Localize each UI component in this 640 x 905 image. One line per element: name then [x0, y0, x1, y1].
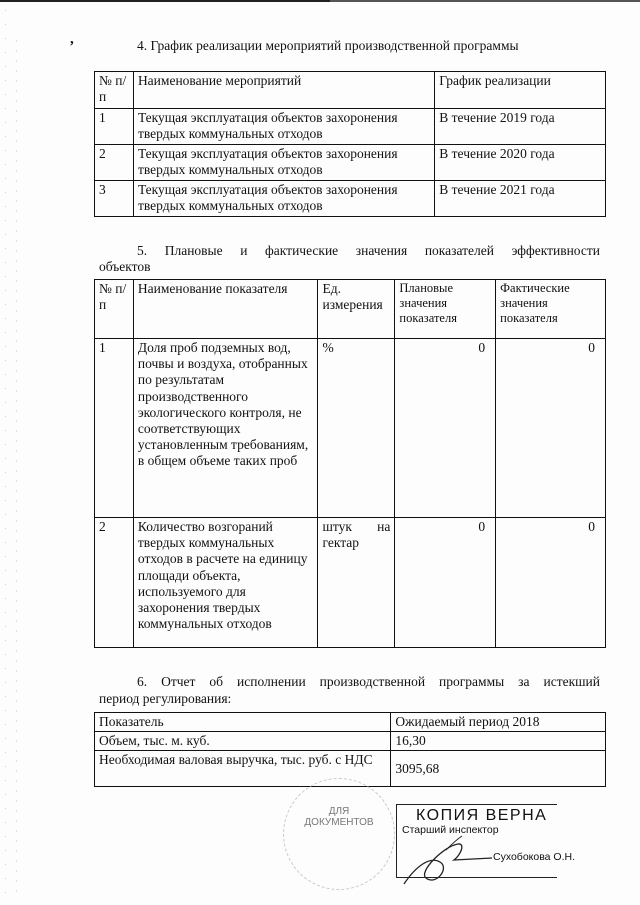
row-num: 2: [95, 145, 134, 181]
section-4-title: 4. График реализации мероприятий производственной программы: [137, 38, 519, 53]
row-unit: %: [318, 339, 395, 518]
row-actual: 0: [496, 339, 606, 518]
row-indicator: Объем, тыс. м. куб.: [95, 732, 391, 751]
row-activity: Текущая эксплуатация объектов захоронения твердых коммунальных отходов: [133, 109, 434, 145]
row-num: 1: [95, 339, 134, 518]
indicators-table: [94, 279, 606, 648]
row-num: 2: [95, 518, 134, 648]
round-stamp-text: ДЛЯ ДОКУМЕНТОВ: [304, 806, 374, 828]
certified-copy-title: КОПИЯ ВЕРНА: [416, 807, 548, 824]
table-row: [95, 518, 606, 648]
stamp-position: Старший инспектор: [402, 824, 499, 836]
row-num: 1: [95, 109, 134, 145]
scan-margin-marks: [5, 10, 6, 900]
row-actual: 0: [496, 518, 606, 648]
stamp-name: Сухобокова О.Н.: [493, 851, 576, 863]
table-row: [95, 181, 606, 217]
section-6-title: 6. Отчет об исполнении производственной программы за истекший: [137, 674, 600, 689]
row-activity: Текущая эксплуатация объектов захоронения твердых коммунальных отходов: [133, 145, 434, 181]
section-5-title-cont: объектов: [99, 259, 151, 274]
section-5-title: 5. Плановые и фактические значения показателей эффективности: [137, 243, 600, 258]
report-table: [94, 712, 606, 787]
table-row: [95, 732, 606, 751]
header-indicator: Показатель: [95, 713, 391, 732]
row-schedule: В течение 2019 года: [435, 109, 606, 145]
header-num: № п/п: [95, 72, 134, 109]
scan-margin-marks-inner: [16, 40, 17, 900]
header-num: № п/п: [95, 280, 134, 339]
row-unit: штук на гектар: [318, 518, 395, 648]
row-indicator: Доля проб подземных вод, почвы и воздуха, отобранных по результатам производственного экологического контроля, не соответствующих установленным требованиям, в общем объеме таких проб: [133, 339, 318, 518]
table-header-row: [95, 72, 606, 109]
header-unit: Ед. измерения: [318, 280, 395, 339]
table-row: [95, 339, 606, 518]
row-num: 3: [95, 181, 134, 217]
header-planned: Плановые значения показателя: [395, 280, 496, 339]
row-value: 3095,68: [391, 751, 606, 787]
round-stamp: [283, 778, 395, 890]
row-indicator: Необходимая валовая выручка, тыс. руб. с НДС: [95, 751, 391, 787]
row-planned: 0: [395, 518, 496, 648]
table-row: [95, 109, 606, 145]
table-row: [95, 145, 606, 181]
row-schedule: В течение 2020 года: [435, 145, 606, 181]
header-actual: Фактические значения показателя: [496, 280, 606, 339]
row-schedule: В течение 2021 года: [435, 181, 606, 217]
header-schedule: График реализации: [435, 72, 606, 109]
signature: [396, 826, 516, 896]
table-header-row: [95, 713, 606, 732]
header-indicator: Наименование показателя: [133, 280, 318, 339]
section-6-title-cont: период регулирования:: [99, 691, 232, 706]
row-activity: Текущая эксплуатация объектов захоронения твердых коммунальных отходов: [133, 181, 434, 217]
row-planned: 0: [395, 339, 496, 518]
ink-mark: ,: [70, 31, 74, 47]
row-value: 16,30: [391, 732, 606, 751]
header-expected: Ожидаемый период 2018: [391, 713, 606, 732]
table-header-row: [95, 280, 606, 339]
scan-top-edge-right: [330, 0, 640, 2]
row-indicator: Количество возгораний твердых коммунальных отходов в расчете на единицу площади объекта, используемого для захоронения твердых коммунальных отходов: [133, 518, 318, 648]
header-activity: Наименование мероприятий: [133, 72, 434, 109]
schedule-table: [94, 71, 606, 217]
